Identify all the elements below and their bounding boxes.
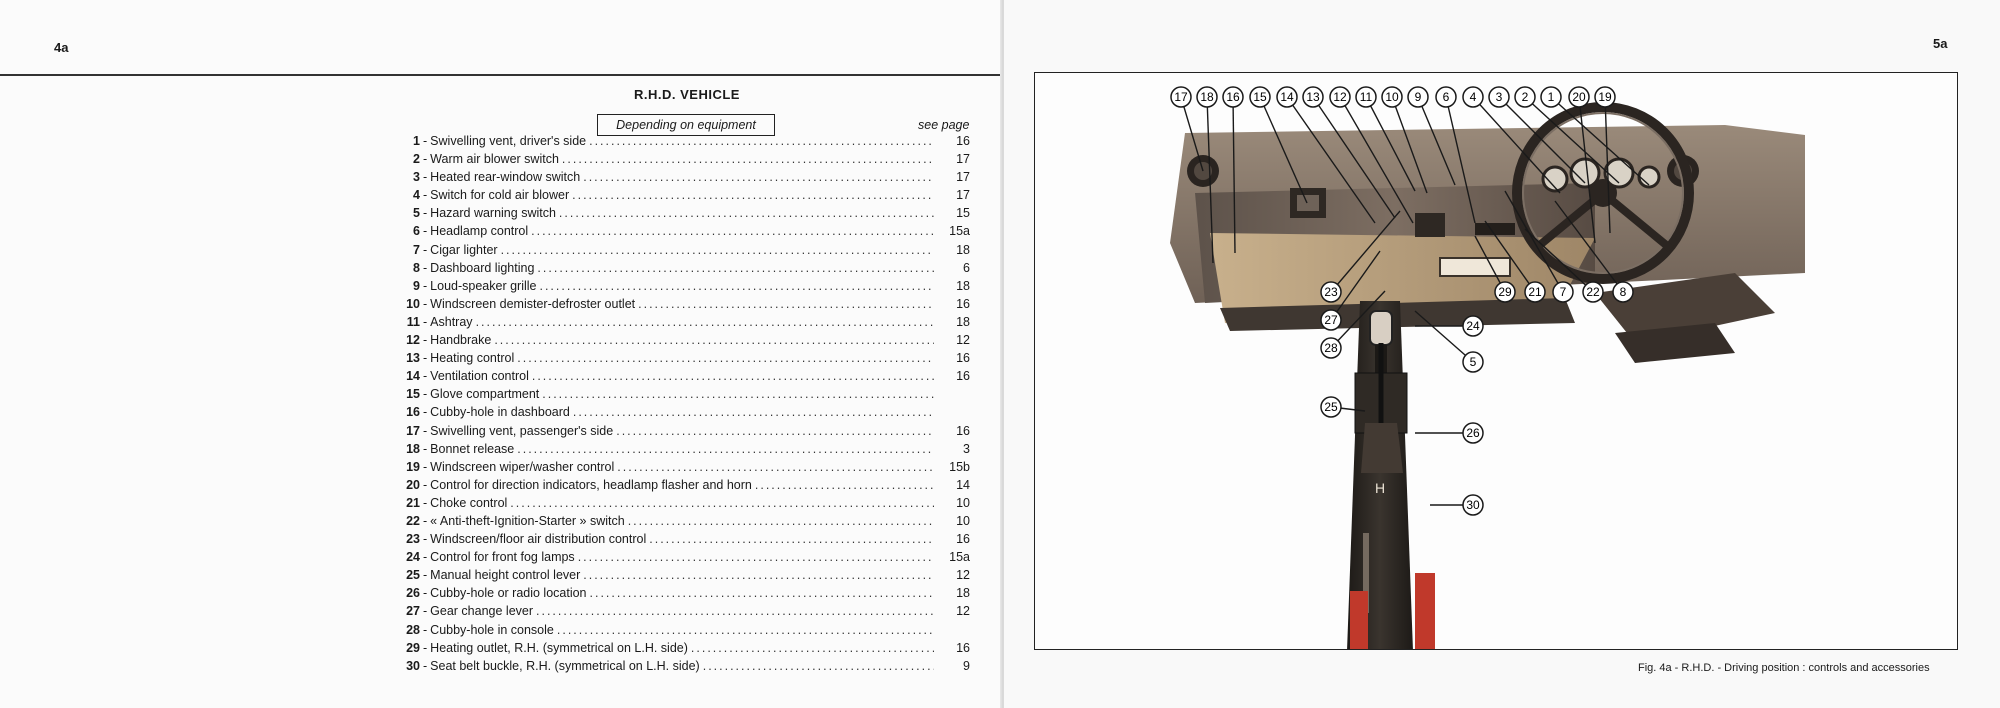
item-separator: - bbox=[423, 459, 428, 474]
callout-number: 13 bbox=[1306, 90, 1320, 104]
item-number: 6 bbox=[413, 224, 420, 239]
item-label: Switch for cold air blower bbox=[430, 188, 570, 203]
list-item bbox=[398, 333, 970, 351]
leader-dots bbox=[532, 369, 934, 383]
callout-number: 16 bbox=[1226, 90, 1240, 104]
item-number: 9 bbox=[413, 278, 420, 293]
item-number: 15 bbox=[406, 387, 420, 402]
item-number: 30 bbox=[406, 658, 420, 673]
item-number: 11 bbox=[406, 314, 420, 329]
item-number: 10 bbox=[406, 296, 420, 311]
list-item bbox=[398, 568, 970, 586]
item-page: 18 bbox=[956, 242, 970, 257]
item-label: Heated rear-window switch bbox=[430, 170, 581, 185]
leader-dots bbox=[531, 224, 934, 238]
list-item bbox=[398, 315, 970, 333]
item-label: Handbrake bbox=[430, 333, 492, 348]
item-label: Control for front fog lamps bbox=[430, 550, 575, 565]
equipment-note: Depending on equipment bbox=[616, 118, 756, 132]
leader-dots bbox=[583, 170, 934, 184]
leader-dots bbox=[572, 188, 934, 202]
item-separator: - bbox=[423, 568, 428, 583]
item-page: 16 bbox=[956, 640, 970, 655]
item-page: 15b bbox=[949, 459, 970, 474]
callout-number: 27 bbox=[1324, 313, 1338, 327]
item-number: 21 bbox=[406, 495, 420, 510]
list-item bbox=[398, 369, 970, 387]
item-label: Choke control bbox=[430, 495, 508, 510]
item-number: 26 bbox=[406, 586, 420, 601]
item-page: 12 bbox=[956, 568, 970, 583]
item-label: Swivelling vent, driver's side bbox=[430, 134, 587, 148]
callout-number: 30 bbox=[1466, 498, 1480, 512]
item-number: 28 bbox=[406, 622, 420, 637]
see-page-label: see page bbox=[918, 118, 970, 132]
item-number: 3 bbox=[413, 170, 420, 185]
item-page: 16 bbox=[956, 423, 970, 438]
item-page: 10 bbox=[956, 495, 970, 510]
item-separator: - bbox=[423, 333, 428, 348]
item-separator: - bbox=[423, 513, 428, 528]
list-item bbox=[398, 188, 970, 206]
item-separator: - bbox=[423, 532, 428, 547]
leader-dots bbox=[583, 568, 934, 582]
item-number: 13 bbox=[406, 351, 420, 366]
list-item bbox=[398, 261, 970, 279]
item-page: 17 bbox=[956, 188, 970, 203]
list-item bbox=[398, 224, 970, 242]
callout-number: 29 bbox=[1498, 285, 1512, 299]
item-page: 12 bbox=[956, 604, 970, 619]
item-separator: - bbox=[423, 550, 428, 565]
item-page: 16 bbox=[956, 296, 970, 311]
list-item bbox=[398, 460, 970, 478]
item-label: Heating control bbox=[430, 351, 515, 366]
leader-dots bbox=[557, 623, 934, 637]
item-label: « Anti-theft-Ignition-Starter » switch bbox=[430, 513, 625, 528]
left-page-number: 4a bbox=[54, 40, 69, 55]
leader-dots bbox=[616, 424, 934, 438]
item-page: 6 bbox=[963, 260, 970, 275]
leader-dots bbox=[476, 315, 934, 329]
list-item bbox=[398, 351, 970, 369]
leader-dots bbox=[617, 460, 934, 474]
leader-dots bbox=[562, 152, 934, 166]
item-separator: - bbox=[423, 423, 428, 438]
item-number: 29 bbox=[406, 640, 420, 655]
list-item bbox=[398, 206, 970, 224]
callout-number: 9 bbox=[1414, 90, 1422, 104]
leader-dots bbox=[537, 261, 934, 275]
item-page: 12 bbox=[956, 333, 970, 348]
item-page: 16 bbox=[956, 351, 970, 366]
item-label: Cubby-hole in dashboard bbox=[430, 405, 570, 420]
item-number: 22 bbox=[406, 513, 420, 528]
item-label: Windscreen/floor air distribution control bbox=[430, 532, 647, 547]
item-separator: - bbox=[423, 206, 428, 221]
item-number: 14 bbox=[406, 369, 420, 384]
item-separator: - bbox=[423, 351, 428, 366]
list-item bbox=[398, 623, 970, 641]
item-label: Hazard warning switch bbox=[430, 206, 556, 221]
leader-dots bbox=[638, 297, 934, 311]
item-number: 18 bbox=[406, 441, 420, 456]
item-label: Ashtray bbox=[430, 314, 473, 329]
item-label: Headlamp control bbox=[430, 224, 529, 239]
item-separator: - bbox=[423, 477, 428, 492]
leader-dots bbox=[578, 550, 934, 564]
callout-number: 20 bbox=[1572, 90, 1586, 104]
list-item bbox=[398, 532, 970, 550]
item-number: 1 bbox=[413, 134, 420, 148]
item-page: 18 bbox=[956, 586, 970, 601]
callout-number: 10 bbox=[1385, 90, 1399, 104]
list-item bbox=[398, 170, 970, 188]
item-number: 25 bbox=[406, 568, 420, 583]
item-page: 3 bbox=[963, 441, 970, 456]
callout-number: 11 bbox=[1359, 90, 1373, 104]
callout-number: 18 bbox=[1200, 90, 1214, 104]
list-item bbox=[398, 134, 970, 152]
item-label: Dashboard lighting bbox=[430, 260, 535, 275]
list-item bbox=[398, 387, 970, 405]
callout-number: 26 bbox=[1466, 426, 1480, 440]
equipment-note-box bbox=[597, 114, 775, 136]
item-label: Windscreen demister-defroster outlet bbox=[430, 296, 636, 311]
item-label: Cigar lighter bbox=[430, 242, 498, 257]
list-item bbox=[398, 550, 970, 568]
item-number: 12 bbox=[406, 333, 420, 348]
leader-dots bbox=[691, 641, 934, 655]
list-item bbox=[398, 243, 970, 261]
callout-number: 4 bbox=[1469, 90, 1477, 104]
leader-dots bbox=[703, 659, 934, 673]
dashboard-figure bbox=[1034, 72, 1958, 650]
center-console bbox=[1347, 301, 1435, 650]
callout-number: 17 bbox=[1174, 90, 1188, 104]
item-label: Swivelling vent, passenger's side bbox=[430, 423, 614, 438]
callout-number: 22 bbox=[1586, 285, 1600, 299]
item-number: 4 bbox=[413, 188, 420, 203]
callout-number: 8 bbox=[1619, 285, 1627, 299]
item-separator: - bbox=[423, 622, 428, 637]
item-separator: - bbox=[423, 658, 428, 673]
callout-number: 25 bbox=[1324, 400, 1338, 414]
item-page: 16 bbox=[956, 369, 970, 384]
callout-number: 3 bbox=[1495, 90, 1503, 104]
item-page: 14 bbox=[956, 477, 970, 492]
item-label: Cubby-hole in console bbox=[430, 622, 554, 637]
leader-dots bbox=[542, 387, 934, 401]
leader-dots bbox=[510, 496, 934, 510]
item-page: 17 bbox=[956, 152, 970, 167]
callout-number: 28 bbox=[1324, 341, 1338, 355]
callout-number: 24 bbox=[1466, 319, 1480, 333]
item-page: 10 bbox=[956, 513, 970, 528]
list-item bbox=[398, 659, 970, 677]
callout-number: 14 bbox=[1280, 90, 1294, 104]
item-number: 16 bbox=[406, 405, 420, 420]
item-separator: - bbox=[423, 296, 428, 311]
list-item bbox=[398, 478, 970, 496]
list-item bbox=[398, 586, 970, 604]
item-separator: - bbox=[423, 188, 428, 203]
leader-dots bbox=[494, 333, 934, 347]
item-label: Loud-speaker grille bbox=[430, 278, 537, 293]
leader-dots bbox=[517, 442, 934, 456]
item-label: Control for direction indicators, headlamp flasher and horn bbox=[430, 477, 752, 492]
list-item bbox=[398, 405, 970, 423]
item-number: 24 bbox=[406, 550, 420, 565]
item-number: 17 bbox=[406, 423, 420, 438]
leader-dots bbox=[628, 514, 934, 528]
item-separator: - bbox=[423, 369, 428, 384]
item-number: 2 bbox=[413, 152, 420, 167]
item-number: 27 bbox=[406, 604, 420, 619]
list-item bbox=[398, 496, 970, 514]
item-label: Windscreen wiper/washer control bbox=[430, 459, 615, 474]
item-number: 8 bbox=[413, 260, 420, 275]
callout-number: 12 bbox=[1333, 90, 1347, 104]
figure-caption: Fig. 4a - R.H.D. - Driving position : controls and accessories bbox=[1638, 662, 1930, 674]
item-page: 17 bbox=[956, 170, 970, 185]
item-page: 18 bbox=[956, 314, 970, 329]
item-page: 15a bbox=[949, 550, 970, 565]
callout-number: 15 bbox=[1253, 90, 1267, 104]
item-label: Heating outlet, R.H. (symmetrical on L.H. side) bbox=[430, 640, 688, 655]
item-page: 9 bbox=[963, 658, 970, 673]
leader-dots bbox=[573, 405, 934, 419]
callout-number: 7 bbox=[1559, 285, 1567, 299]
item-separator: - bbox=[423, 586, 428, 601]
leader-dots bbox=[539, 279, 934, 293]
callout-number: 1 bbox=[1547, 90, 1555, 104]
item-page: 16 bbox=[956, 134, 970, 148]
leader-dots bbox=[501, 243, 934, 257]
right-page-number: 5a bbox=[1933, 36, 1948, 51]
item-label: Ventilation control bbox=[430, 369, 529, 384]
leader-dots bbox=[590, 586, 934, 600]
item-number: 7 bbox=[413, 242, 420, 257]
item-label: Glove compartment bbox=[430, 387, 540, 402]
item-separator: - bbox=[423, 640, 428, 655]
list-item bbox=[398, 442, 970, 460]
list-item bbox=[398, 424, 970, 442]
leader-dots bbox=[559, 206, 934, 220]
leader-dots bbox=[517, 351, 934, 365]
leader-dots bbox=[536, 604, 934, 618]
item-page: 18 bbox=[956, 278, 970, 293]
item-separator: - bbox=[423, 242, 428, 257]
leader-dots bbox=[755, 478, 934, 492]
item-label: Seat belt buckle, R.H. (symmetrical on L.H. side) bbox=[430, 658, 700, 673]
item-label: Warm air blower switch bbox=[430, 152, 559, 167]
callout-number: 2 bbox=[1521, 90, 1529, 104]
item-label: Gear change lever bbox=[430, 604, 534, 619]
callout-number: 19 bbox=[1598, 90, 1612, 104]
item-label: Cubby-hole or radio location bbox=[430, 586, 587, 601]
header-divider bbox=[0, 74, 1002, 76]
callout-number: 6 bbox=[1442, 90, 1450, 104]
item-separator: - bbox=[423, 495, 428, 510]
dashboard-illustration bbox=[1035, 73, 1958, 650]
item-separator: - bbox=[423, 604, 428, 619]
list-item bbox=[398, 152, 970, 170]
item-separator: - bbox=[423, 152, 428, 167]
list-item bbox=[398, 604, 970, 622]
item-separator: - bbox=[423, 314, 428, 329]
item-separator: - bbox=[423, 224, 428, 239]
list-item bbox=[398, 641, 970, 659]
item-label: Bonnet release bbox=[430, 441, 515, 456]
list-item bbox=[398, 514, 970, 532]
item-page: 15 bbox=[956, 206, 970, 221]
controls-list bbox=[398, 134, 970, 677]
item-number: 5 bbox=[413, 206, 420, 221]
item-page: 16 bbox=[956, 532, 970, 547]
callout-number: 5 bbox=[1469, 355, 1477, 369]
item-number: 20 bbox=[406, 477, 420, 492]
list-item bbox=[398, 297, 970, 315]
leader-dots bbox=[649, 532, 934, 546]
gear-marking: H bbox=[1375, 480, 1386, 496]
leader-dots bbox=[589, 134, 934, 148]
vehicle-heading: R.H.D. VEHICLE bbox=[634, 87, 740, 102]
callout-number: 23 bbox=[1324, 285, 1338, 299]
item-separator: - bbox=[423, 441, 428, 456]
item-number: 23 bbox=[406, 532, 420, 547]
item-separator: - bbox=[423, 134, 428, 148]
item-separator: - bbox=[423, 170, 428, 185]
item-page: 15a bbox=[949, 224, 970, 239]
list-item bbox=[398, 279, 970, 297]
item-separator: - bbox=[423, 278, 428, 293]
item-number: 19 bbox=[406, 459, 420, 474]
item-label: Manual height control lever bbox=[430, 568, 581, 583]
item-separator: - bbox=[423, 387, 428, 402]
item-separator: - bbox=[423, 405, 428, 420]
callout-number: 21 bbox=[1528, 285, 1542, 299]
item-separator: - bbox=[423, 260, 428, 275]
